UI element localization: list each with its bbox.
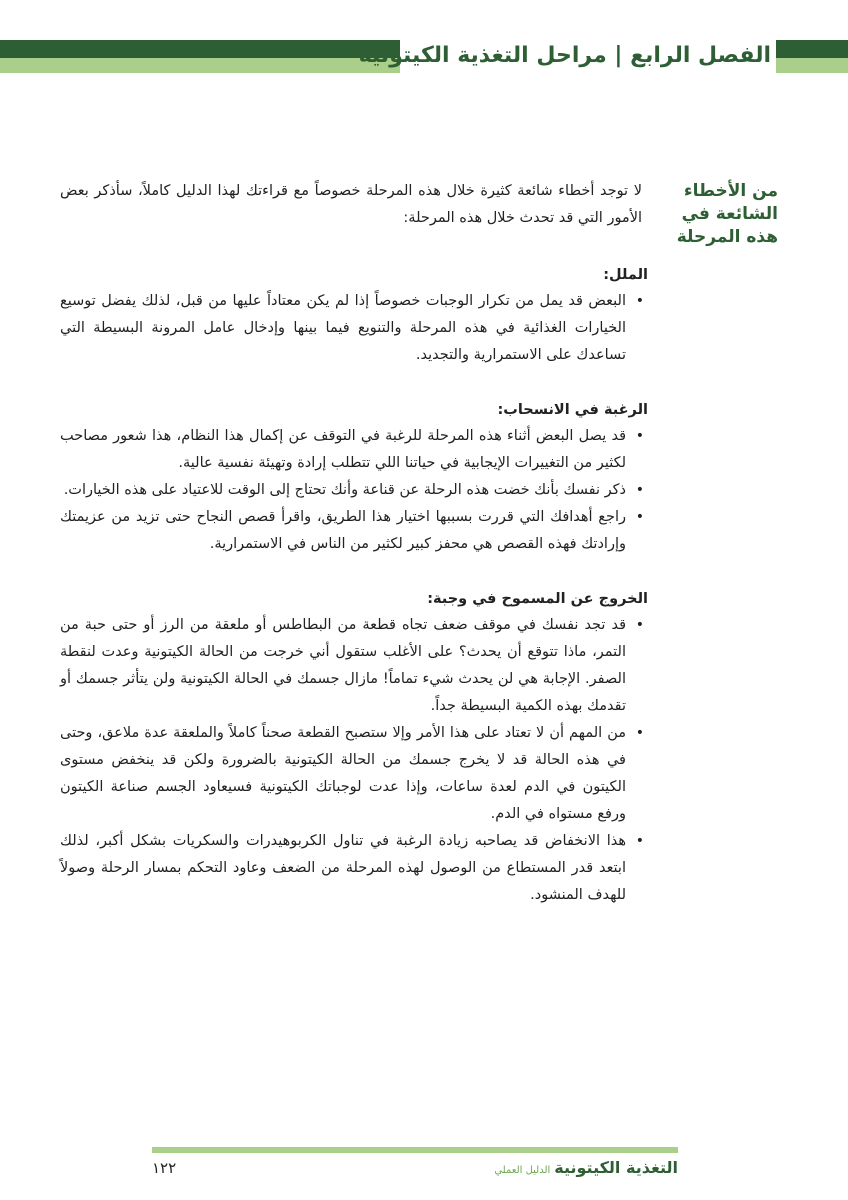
bullet-list [60,288,648,369]
list-item [60,423,648,477]
list-item [60,504,648,558]
header-bar-dark-right [776,40,848,58]
bullet-list [60,423,648,558]
list-item [60,612,648,720]
list-item-text: هذا الانخفاض قد يصاحبه زيادة الرغبة في تناول الكربوهيدرات والسكريات بشكل أكبر، لذلك ابتعد قدر المستطاع من الوصول لهذه المرحلة من الضعف وعاود التحكم بمسار الرحلة وصولاً للهدف المنشود. [60,833,626,903]
section-boredom [60,262,648,369]
intro-paragraph: لا توجد أخطاء شائعة كثيرة خلال هذه المرحلة خصوصاً مع قراءتك لهذا الدليل كاملاً، سأذكر بعض الأمور التي قد تحدث خلال هذه المرحلة: [60,183,642,226]
list-item-text: من المهم أن لا تعتاد على هذا الأمر وإلا ستصبح القطعة صحناً كاملاً والملعقة عدة ملاعق، وحتى في هذه الحالة قد لا يخرج جسمك من الحالة الكيتونية بالضرورة ولكن قد ينخفض مستوى الكيتون في الدم لعدة ساعات، وإذا عدت لوجباتك الكيتونية فسيعاود الجسم صناعة الكيتون ورفع مستواه في الدم. [60,725,626,822]
list-item-text: راجع أهدافك التي قررت بسببها اختيار هذا الطريق، واقرأ قصص النجاح حتى تزيد من عزيمتك وإرادتك فهذه القصص هي محفز كبير لكثير من الناس في الاستمرارية. [60,509,626,552]
footer-brand-main: التغذية الكيتونية [554,1158,678,1177]
chapter-title: الفصل الرابع | مراحل التغذية الكيتونية [358,43,771,68]
footer-brand-sub: الدليل العملي [494,1165,551,1176]
section-cheat-meal [60,586,648,909]
bullet-icon: • [635,725,644,741]
bullet-icon: • [635,293,644,309]
bullet-icon: • [635,482,644,498]
list-item [60,477,648,504]
section-withdrawal [60,397,648,558]
bullet-icon: • [635,509,644,525]
header-bar-dark [0,40,400,58]
section-title: الملل: [603,267,648,283]
main-content [60,178,648,909]
bullet-icon: • [635,428,644,444]
header-bar-light [0,58,400,73]
footer-brand [470,1154,678,1182]
list-item [60,288,648,369]
bullet-icon: • [635,617,644,633]
bullet-list [60,612,648,909]
section-title: الخروج عن المسموح في وجبة: [427,591,648,607]
list-item-text: البعض قد يمل من تكرار الوجبات خصوصاً إذا لم يكن معتاداً عليها من قبل، لذلك يفضل توسيع الخيارات الغذائية في هذه المرحلة والتنويع فيما بينها وإدخال عامل المرونة البسيطة التي تساعدك على الاستمرارية والتجديد. [60,293,626,363]
list-item-text: ذكر نفسك بأنك خضت هذه الرحلة عن قناعة وأنك تحتاج إلى الوقت للاعتياد على هذه الخيارات. [63,482,626,498]
footer-bar [152,1147,678,1153]
list-item [60,828,648,909]
bullet-icon: • [635,833,644,849]
header-bar-light-right [776,58,848,73]
section-title: الرغبة في الانسحاب: [497,402,648,418]
page-number: ١٢٢ [152,1159,177,1177]
list-item-text: قد تجد نفسك في موقف ضعف تجاه قطعة من البطاطس أو ملعقة من الرز أو حتى حبة من التمر، ماذا تتوقع أن يحدث؟ على الأغلب ستقول أني خرجت من الحالة الكيتونية وعدت لنقطة الصفر. الإجابة هي لن يحدث شيء تماماً! مازال جسمك في الحالة الكيتونية ولن يتأثر جسمك أو تقدمك بهذه الكمية البسيطة جداً. [60,617,626,714]
list-item [60,720,648,828]
side-heading: من الأخطاء الشائعة في هذه المرحلة [676,181,778,247]
list-item-text: قد يصل البعض أثناء هذه المرحلة للرغبة في التوقف عن إكمال هذا النظام، هذا شعور مصاحب لكثير من التغييرات الإيجابية في حياتنا اللي تتطلب إرادة وتهيئة نفسية عالية. [60,428,626,471]
